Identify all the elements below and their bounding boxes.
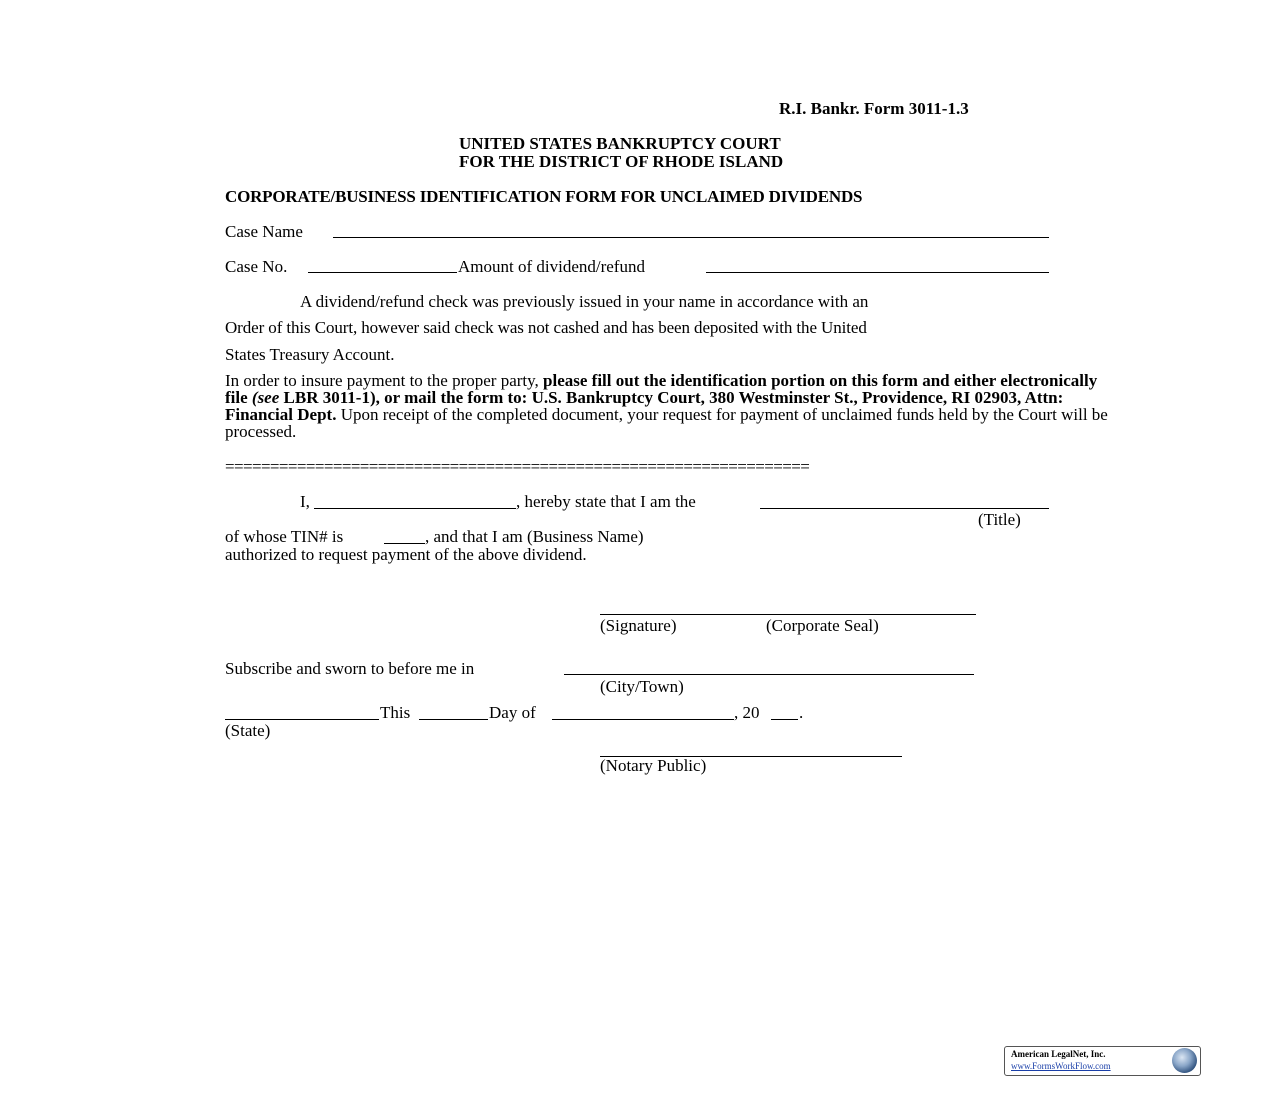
tin-field[interactable] (384, 543, 425, 544)
case-name-label: Case Name (225, 222, 303, 241)
city-caption: (City/Town) (600, 677, 684, 696)
name-field[interactable] (314, 508, 516, 509)
instructions-bold-2: LBR 3011-1), or mail the form to: U.S. Bankruptcy Court, 380 Westminster St., Providence, RI 02903, Attn: Financial Dept. (225, 388, 1064, 424)
form-title: CORPORATE/BUSINESS IDENTIFICATION FORM FOR UNCLAIMED DIVIDENDS (225, 187, 863, 206)
logo-company-name: American LegalNet, Inc. (1011, 1049, 1106, 1059)
case-no-label: Case No. (225, 257, 288, 276)
instructions-see: (see (251, 388, 280, 407)
separator-line: ================================================================= (225, 457, 810, 476)
city-field[interactable] (564, 674, 974, 675)
amount-field[interactable] (706, 272, 1049, 273)
case-no-field[interactable] (308, 272, 457, 273)
case-name-field[interactable] (333, 237, 1049, 238)
day-of-label: Day of (489, 703, 536, 722)
statement-i: I, (300, 492, 310, 511)
title-field[interactable] (760, 508, 1049, 509)
year-field[interactable] (771, 719, 798, 720)
instructions-text-2: Upon receipt of the completed document, your request for payment of unclaimed funds held by the Court will be processed. (225, 405, 1108, 441)
sworn-label: Subscribe and sworn to before me in (225, 659, 475, 678)
court-district: FOR THE DISTRICT OF RHODE ISLAND (459, 152, 784, 171)
intro-line-2: Order of this Court, however said check was not cashed and has been deposited with the United (225, 318, 867, 337)
intro-line-1: A dividend/refund check was previously issued in your name in accordance with an (300, 292, 869, 311)
instructions-paragraph (225, 372, 1115, 440)
globe-icon (1172, 1048, 1197, 1073)
title-caption: (Title) (978, 510, 1021, 529)
statement-hereby: , hereby state that I am the (516, 492, 696, 511)
state-field[interactable] (225, 719, 379, 720)
year-prefix: , 20 (734, 703, 760, 722)
form-id: R.I. Bankr. Form 3011-1.3 (779, 99, 969, 118)
amount-label: Amount of dividend/refund (458, 257, 645, 276)
instructions-bold-1: please fill out the identification portion on this form and either electronically file (225, 371, 1098, 407)
court-name: UNITED STATES BANKRUPTCY COURT (459, 134, 781, 153)
day-field[interactable] (419, 719, 488, 720)
state-caption: (State) (225, 721, 271, 740)
statement-authorized: authorized to request payment of the above dividend. (225, 545, 587, 564)
logo-url-link[interactable]: www.FormsWorkFlow.com (1011, 1061, 1111, 1071)
statement-of-whose: of whose TIN# is (225, 527, 344, 546)
month-field[interactable] (552, 719, 734, 720)
signature-caption: (Signature) (600, 616, 677, 635)
intro-line-3: States Treasury Account. (225, 345, 395, 364)
year-period: . (799, 703, 804, 722)
legalnet-logo (1004, 1046, 1201, 1076)
corporate-seal-caption: (Corporate Seal) (766, 616, 879, 635)
instructions-text-1: In order to insure payment to the proper party, (225, 371, 544, 390)
signature-field[interactable] (600, 614, 976, 615)
statement-and-that: , and that I am (Business Name) (425, 527, 644, 546)
this-label: This (380, 703, 411, 722)
notary-caption: (Notary Public) (600, 756, 707, 775)
